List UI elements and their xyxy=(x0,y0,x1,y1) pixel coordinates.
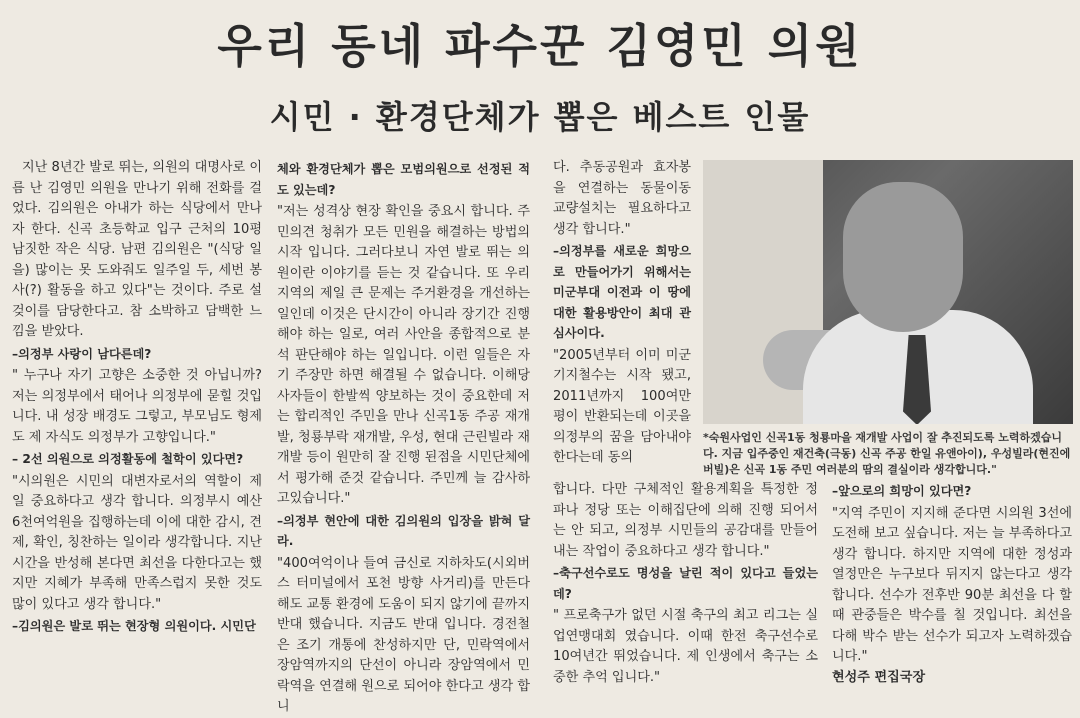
question-6: –축구선수로도 명성을 날린 적이 있다고 들었는데? xyxy=(553,566,818,601)
question-7: –앞으로의 희망이 있다면? xyxy=(832,484,972,498)
column-2 xyxy=(277,158,530,718)
question-4: –의정부 현안에 대한 김의원의 입장을 밝혀 달라. xyxy=(277,513,530,548)
answer-7: "지역 주민이 지지해 준다면 시의원 3선에 도전해 보고 싶습니다. 저는 늘 부족하다고 생각 합니다. 하지만 지역에 대한 정성과 열정만은 누구보다 뒤지지 않는다고 생각 합니다. 선수가 전후반 90분 최선을 다 할 때 관중들은 박수를 칠 것입니다. 최선을 다해 박수 받는 선수가 되고자 노력하겠습니다." xyxy=(832,505,1072,664)
answer-4: "400여억이나 들여 금신로 지하차도(시외버스 터미널에서 포천 방향 사거리)를 만든다해도 교통 환경에 도움이 되지 않기에 끝까지 반대 했습니다. 지금도 반대 입니다. 경전철은 조기 개통에 찬성하지만 단, 민락역에서 장암역까지의 단선이 아니라 장암역에서 민락역을 연결해 원으로 되어야 한다고 생각 합니 xyxy=(277,555,530,714)
answer-4-end: 다. 추동공원과 효자봉을 연결하는 동물이동 교량설치는 필요하다고 생각 합니다." xyxy=(553,160,691,237)
answer-5-start: "2005년부터 이미 미군기지철수는 시작 됐고, 2011년까지 100여만평이 반환되는데 이곳을 의정부의 꿈을 담아내야 한다는데 동의 xyxy=(553,347,691,465)
question-3-end: 체와 환경단체가 뽑은 모범의원으로 선정된 적도 있는데? xyxy=(277,162,530,197)
column-4 xyxy=(832,480,1072,688)
intro-paragraph: 지난 8년간 발로 뛰는, 의원의 대명사로 이름 난 김영민 의원을 만나기 위해 전화를 걸었다. 김의원은 아내가 하는 식당에서 만나자 한다. 신곡 초등학교 입구 근처의 10평 남짓한 작은 식당. 남편 김의원은 "(식당 일을) 많이는 못 도와줘도 일주일 두, 세번 봉사(?) 활동을 하고 있다"는 것이다. 주로 설겆이를 담당한다고. 참 소박하고 담백한 느낌을 받았다. xyxy=(12,160,262,339)
question-5: –의정부를 새로운 희망으로 만들어가기 위해서는 미군부대 이전과 이 땅에 대한 활용방안이 최대 관심사이다. xyxy=(553,244,691,340)
portrait-photo xyxy=(703,160,1073,424)
column-3-top xyxy=(553,158,691,469)
answer-6: " 프로축구가 없던 시절 축구의 최고 리그는 실업연맹대회 였습니다. 이때 한전 축구선수로 10여년간 뛰었습니다. 제 인생에서 축구는 소중한 추억 입니다." xyxy=(553,608,818,685)
byline: 현성주 편집국장 xyxy=(832,669,926,685)
question-2: – 2선 의원으로 의정활동에 철학이 있다면? xyxy=(12,452,244,466)
column-3-bottom xyxy=(553,480,818,688)
question-1: –의정부 사랑이 남다른데? xyxy=(12,346,152,361)
photo-caption: *숙원사업인 신곡1동 청룡마을 재개발 사업이 잘 추진되도록 노력하겠습니다. 지금 입주중인 재건축(극동) 신곡 주공 한일 유앤아이), 우성빌라(현진에버빌)은 신곡 1동 주민 여러분의 땀의 결실이라 생각합니다." xyxy=(703,431,1071,476)
question-3-start: –김의원은 발로 뛰는 현장형 의원이다. 시민단 xyxy=(12,619,256,633)
column-1 xyxy=(12,158,262,639)
answer-2: "시의원은 시민의 대변자로서의 역할이 제일 중요하다고 생각 합니다. 의정부시 예산 6천여억원을 집행하는데 이에 대한 감시, 견제, 확인, 칭찬하는 일이라 생각합니다. 지난 시간을 반성해 본다면 최선을 다한다고는 했지만 지혜가 부족해 만족스럽지 못한 것도 많이 있다고 생각 합니다." xyxy=(12,473,262,612)
answer-5-end: 합니다. 다만 구체적인 활용계획을 특정한 정파나 정당 또는 이해집단에 의해 진행 되어서는 안 되고, 의정부 시민들의 공감대를 만들어 내는 작업이 중요하다고 생각 합니다." xyxy=(553,482,818,559)
headline: 우리 동네 파수꾼 김영민 의원 xyxy=(217,19,863,73)
answer-3: "저는 성격상 현장 확인을 중요시 합니다. 주민의견 청취가 모든 민원을 해결하는 방법의 시작 입니다. 그러다보니 자연 발로 뛰는 의원이란 이야기를 듣는 것 같습니다. 또 우리 지역의 제일 큰 문제는 주거환경을 개선하는 일인데 이것은 단시간이 아니라 장기간 진행해야 하는 일로, 여러 사안을 종합적으로 분석 판단해야 하는 일입니다. 이런 일들은 자기 주장만 하면 해결될 수 없습니다. 이해당사자들이 한발씩 양보하는 것이 중요한데 저는 합리적인 주민을 만나 신곡1동 주공 재개발, 청룡부락 재개발, 우성, 현대 근린빌라 재개발 등이 원만히 잘 진행 된점을 시민단체에서 평가해 준것 같습니다. 주민께 늘 감사하고있습니다." xyxy=(277,204,530,506)
subheadline: 시민 · 환경단체가 뽑은 베스트 인물 xyxy=(269,98,811,136)
answer-1: " 누구나 자기 고향은 소중한 것 아닙니까? 저는 의정부에서 태어나 의정부에 묻힐 것입니다. 내 성장 배경도 그렇고, 부모님도 형제도 제 자식도 의정부가 고향입니다." xyxy=(12,368,262,445)
